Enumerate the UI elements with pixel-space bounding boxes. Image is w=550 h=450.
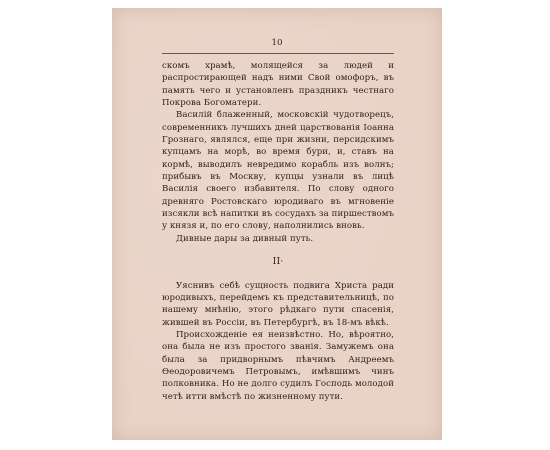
paragraph-closing-line: Дивные дары за дивный путь.	[176, 233, 314, 244]
book-page	[112, 8, 442, 440]
header-rule	[162, 53, 394, 54]
page-text	[162, 60, 394, 403]
paragraph-continued: скомъ храмѣ, молящейся за людей и распростирающей надъ ними Свой омофоръ, въ память чего и установленъ праздникъ честнаго Покрова Богоматери.	[162, 61, 394, 109]
section-number: II·	[272, 256, 284, 268]
paragraph-intro-subject: Уяснивъ себѣ сущность подвига Христа ради юродивыхъ, перейдемъ къ представительницѣ, по нашему мнѣнію, этого рѣдкаго пути спасенія, жившей въ Россіи, въ Петербургѣ, въ 18-мъ вѣкѣ.	[162, 280, 394, 328]
paragraph-origin: Происхожденіе ея неизвѣстно. Но, вѣроятно, она была не изъ простого званія. Замужемъ она была за придворнымъ пѣвчимъ Андреемъ Ѳеодоровичемъ Петровымъ, имѣвшимъ чинъ полковника. Но не долго судилъ Господь молодой четѣ итти вмѣстѣ по жизненному пути.	[162, 329, 394, 402]
page-number: 10	[271, 38, 283, 48]
paragraph-vasily: Василій блаженный, московскій чудотворецъ, современникъ лучшихъ дней царствованія Іоанна Грознаго, являлся, еще при жизни, персидскимъ купцамъ на морѣ, во время бури, и, ставъ на кормѣ, выводилъ невредимо корабль изъ волнъ; прибывъ въ Москву, купцы узнали въ лицѣ Василія своего избавителя. По слову одного древняго Ростовскаго юродиваго въ мгновеніе изсякли всѣ напитки въ сосудахъ за пиршествомъ у князя и, по его слову, наполнились вновь.	[162, 110, 394, 232]
